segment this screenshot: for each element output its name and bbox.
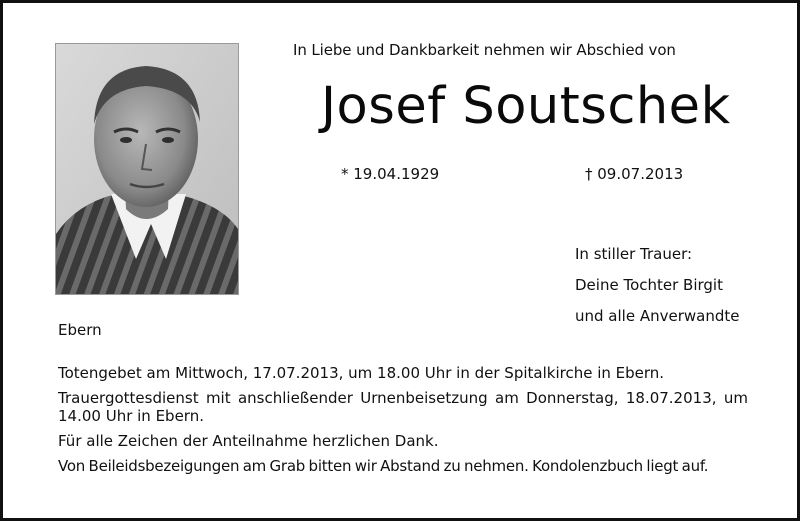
mourner-line: Deine Tochter Birgit: [575, 276, 723, 294]
intro-line: In Liebe und Dankbarkeit nehmen wir Abschied von: [293, 41, 676, 59]
deceased-name: Josef Soutschek: [321, 77, 731, 136]
thanks-text: Für alle Zeichen der Anteilnahme herzlichen Dank.: [58, 432, 439, 450]
birth-date: * 19.04.1929: [341, 165, 440, 183]
mourners-heading: In stiller Trauer:: [575, 245, 693, 263]
service-details: [58, 364, 748, 482]
portrait-image: [56, 44, 238, 294]
funeral-service-text: Trauergottesdienst mit anschließender Urnenbeisetzung am Donnerstag, 18.07.2013, um 14.00 Uhr in Ebern.: [58, 389, 748, 425]
mourners-block: [575, 239, 739, 332]
place-name: Ebern: [58, 321, 102, 339]
prayer-service-text: Totengebet am Mittwoch, 17.07.2013, um 18.00 Uhr in der Spitalkirche in Ebern.: [58, 364, 665, 382]
mourner-line: und alle Anverwandte: [575, 307, 740, 325]
portrait-photo: [55, 43, 239, 295]
death-date: † 09.07.2013: [585, 165, 684, 183]
condolence-text: Von Beileidsbezeigungen am Grab bitten wir Abstand zu nehmen. Kondolenzbuch liegt auf.: [58, 457, 709, 475]
